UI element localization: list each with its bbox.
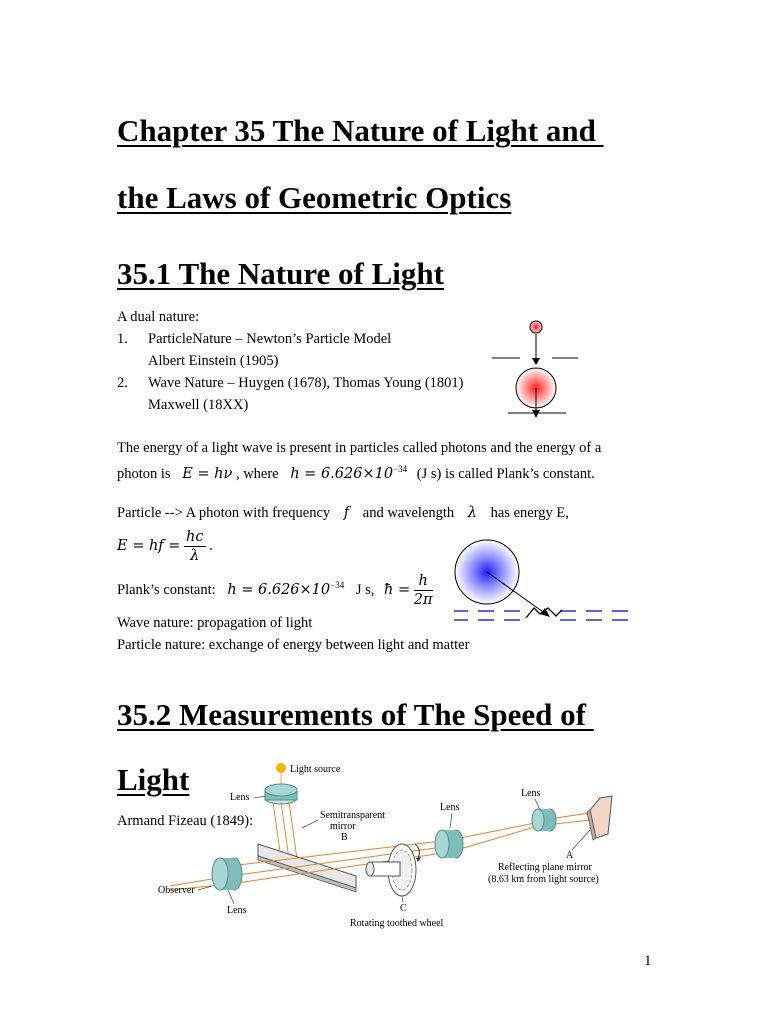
semitransparent-label-3: B bbox=[341, 832, 348, 843]
a-label: A bbox=[566, 850, 574, 861]
hbar-numerator: h bbox=[414, 572, 433, 591]
wheel-label: Rotating toothed wheel bbox=[350, 918, 444, 929]
list-item-1-sub: Albert Einstein (1905) bbox=[148, 353, 279, 369]
lens-top-label: Lens bbox=[230, 792, 250, 803]
planck-value-exponent: −34 bbox=[330, 580, 345, 590]
wave-nature-line: Wave nature: propagation of light bbox=[117, 615, 313, 631]
particle-text-c: has energy E, bbox=[490, 505, 569, 521]
list-item-2-text: Wave Nature – Huygen (1678), Thomas Young (1801) bbox=[148, 375, 464, 391]
list-item-1-text: ParticleNature – Newton’s Particle Model bbox=[148, 331, 392, 347]
fraction-denominator: λ bbox=[190, 548, 200, 564]
particle-line bbox=[117, 505, 569, 522]
wavelength-symbol: λ bbox=[467, 505, 477, 521]
semitransparent-label-1: Semitransparent bbox=[320, 810, 385, 821]
energy-text-c: (J s) is called Plank’s constant. bbox=[416, 465, 595, 482]
list-item-2-number: 2. bbox=[117, 375, 128, 391]
chapter-title-line1: Chapter 35 The Nature of Light and bbox=[117, 113, 604, 148]
energy-paragraph-line1: The energy of a light wave is present in particles called photons and the energy of a bbox=[117, 440, 602, 456]
light-source-icon bbox=[276, 763, 286, 773]
planck-formula: h = 6.626×10 bbox=[290, 465, 394, 482]
energy-formula: E = hν bbox=[182, 465, 233, 482]
dual-nature-intro: A dual nature: bbox=[117, 309, 200, 325]
semitransparent-label-2: mirror bbox=[330, 821, 356, 832]
observer-label: Observer bbox=[158, 885, 195, 896]
photon-particle-diagram bbox=[480, 312, 600, 420]
planck-label: Plank’s constant: bbox=[117, 581, 216, 598]
planck-constant-line bbox=[117, 572, 433, 609]
hbar-denominator: 2π bbox=[413, 592, 433, 608]
particle-text-a: Particle --> A photon with frequency bbox=[117, 505, 331, 521]
planck-exponent: −34 bbox=[393, 464, 408, 474]
planck-value: h = 6.626×10 bbox=[227, 581, 331, 598]
lens-right-label: Lens bbox=[521, 788, 541, 799]
section-heading-35-2-line1: 35.2 Measurements of The Speed of bbox=[117, 697, 594, 732]
energy-equation-end: . bbox=[209, 537, 213, 554]
list-item-1-number: 1. bbox=[117, 331, 128, 347]
c-label: C bbox=[400, 903, 407, 914]
energy-text-b: , where bbox=[235, 465, 279, 482]
light-source-label: Light source bbox=[290, 764, 341, 775]
hbar-fraction bbox=[414, 572, 433, 609]
section-heading-35-2-line2: Light bbox=[117, 762, 190, 797]
mirror-label-1: Reflecting plane mirror bbox=[498, 862, 592, 873]
photon-absorption-diagram bbox=[450, 530, 640, 635]
lens-bottom-label: Lens bbox=[227, 905, 247, 916]
page-number: 1 bbox=[644, 953, 652, 969]
lens-mid-label: Lens bbox=[440, 802, 460, 813]
energy-equation bbox=[117, 528, 213, 565]
fizeau-caption: Armand Fizeau (1849): bbox=[117, 813, 254, 829]
frequency-symbol: f bbox=[343, 505, 350, 521]
list-item-2-sub: Maxwell (18XX) bbox=[148, 397, 249, 413]
particle-text-b: and wavelength bbox=[362, 505, 455, 521]
chapter-title-line2: the Laws of Geometric Optics bbox=[117, 180, 512, 215]
hbar-left: ħ = bbox=[384, 581, 411, 598]
particle-nature-line: Particle nature: exchange of energy between light and matter bbox=[117, 637, 470, 653]
fraction-numerator: hc bbox=[186, 529, 204, 545]
section-heading-35-1: 35.1 The Nature of Light bbox=[117, 256, 444, 291]
energy-equation-left: E = hf = bbox=[117, 537, 181, 554]
energy-paragraph-line2 bbox=[117, 464, 595, 483]
energy-text-a: photon is bbox=[117, 465, 171, 482]
planck-unit: J s, bbox=[355, 581, 375, 598]
toothed-wheel-icon bbox=[366, 844, 416, 896]
energy-equation-fraction bbox=[184, 528, 205, 565]
fizeau-apparatus-diagram bbox=[150, 758, 620, 938]
mirror-label-2: (8.63 km from light source) bbox=[488, 874, 599, 885]
